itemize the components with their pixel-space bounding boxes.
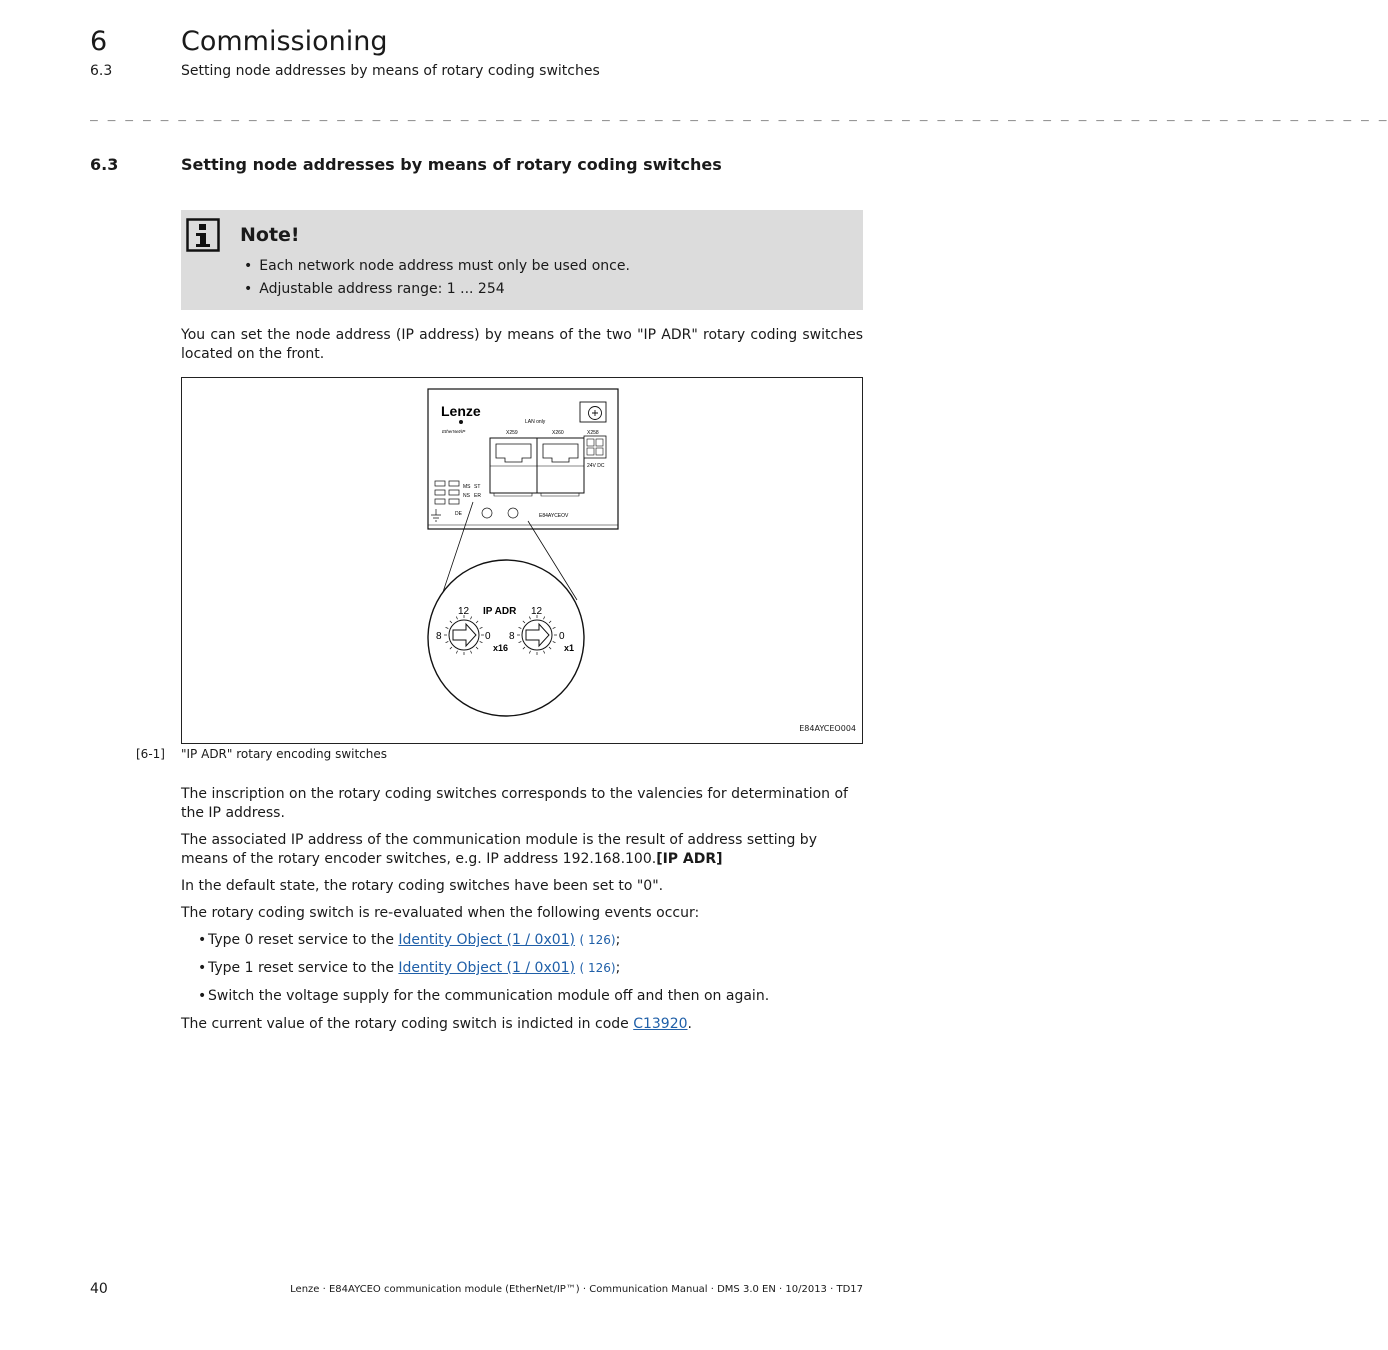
heading-title: Setting node addresses by means of rotary coding switches xyxy=(181,155,722,174)
list-item xyxy=(181,959,863,978)
port-x260 xyxy=(537,438,584,493)
lan-only-label: LAN only xyxy=(525,419,546,425)
left-8-label: 8 xyxy=(436,631,442,642)
note-box xyxy=(181,210,863,310)
right-top-label: 12 xyxy=(531,606,543,617)
list-item xyxy=(181,931,863,950)
ip-adr-emphasis: [IP ADR] xyxy=(656,851,723,867)
identity-object-link[interactable]: Identity Object (1 / 0x01) xyxy=(398,960,576,976)
header-divider: _ _ _ _ _ _ _ _ _ _ _ _ _ _ _ _ _ _ _ _ _ _ _ _ _ _ _ _ _ _ _ _ _ _ _ _ _ _ _ _ _ _ _ _ _ _ _ _ _ _ _ _ _ _ _ _ _ _ _ _ _ _ _ _ _ _ _ _ _ _ _ _ _ _ xyxy=(90,107,1388,122)
list-item: • Switch the voltage supply for the communication module off and then on again. xyxy=(181,987,863,1006)
port-x259-label: X259 xyxy=(506,430,518,436)
list-item-punct: ; xyxy=(615,932,621,948)
port-x258-label: X258 xyxy=(587,430,599,436)
paragraph xyxy=(181,1015,863,1034)
rotary-switch-x16 xyxy=(449,620,479,650)
voltage-label: 24V DC xyxy=(587,463,605,469)
right-8-label: 8 xyxy=(509,631,515,642)
figure-frame xyxy=(181,377,863,744)
de-label: DE xyxy=(455,511,462,517)
note-list xyxy=(244,258,630,304)
identity-object-link[interactable]: Identity Object (1 / 0x01) xyxy=(398,932,576,948)
paragraph xyxy=(181,831,863,869)
list-item-text: Type 0 reset service to the xyxy=(208,932,399,948)
ethernetip-logo: EtherNet/IP xyxy=(442,429,466,434)
section-number: 6.3 xyxy=(90,63,113,79)
figure-code: E84AYCEO004 xyxy=(799,724,856,733)
paragraph: The inscription on the rotary coding switches corresponds to the valencies for determination of the IP address. xyxy=(181,786,848,821)
heading-number: 6.3 xyxy=(90,155,119,174)
page-reference[interactable]: ( 126) xyxy=(579,933,616,947)
footer-text: Lenze · E84AYCEO communication module (EtherNet/IP™) · Communication Manual · DMS 3.0 EN · 10/2013 · TD17 xyxy=(290,1284,863,1295)
port-x259 xyxy=(490,438,537,493)
paragraph: The rotary coding switch is re-evaluated when the following events occur: xyxy=(181,905,700,921)
led-er-label: ER xyxy=(474,493,481,499)
paragraph-punct: . xyxy=(687,1016,692,1032)
note-title: Note! xyxy=(240,224,300,246)
led-ms-label: MS xyxy=(463,484,471,490)
page-reference[interactable]: ( 126) xyxy=(579,961,616,975)
model-label: E84AYCEOV xyxy=(539,513,569,519)
brand-logo: Lenze xyxy=(441,403,481,419)
event-list xyxy=(181,931,863,1006)
paragraph: In the default state, the rotary coding switches have been set to "0". xyxy=(181,878,664,894)
x1-label: x1 xyxy=(564,643,575,653)
left-top-label: 12 xyxy=(458,606,470,617)
list-item-text: Type 1 reset service to the xyxy=(208,960,399,976)
chapter-title: Commissioning xyxy=(181,26,388,57)
rotary-switch-illustration xyxy=(182,378,862,743)
paragraph-text: The current value of the rotary coding switch is indicted in code xyxy=(181,1016,634,1032)
ip-adr-label: IP ADR xyxy=(483,606,517,617)
section-title: Setting node addresses by means of rotary coding switches xyxy=(181,63,600,79)
info-icon xyxy=(186,218,220,252)
left-0-label: 0 xyxy=(485,631,491,642)
code-c13920-link[interactable]: C13920 xyxy=(633,1016,688,1032)
list-item-punct: ; xyxy=(615,960,621,976)
chapter-number: 6 xyxy=(90,26,108,57)
led-st-label: ST xyxy=(474,484,481,490)
port-x260-label: X260 xyxy=(552,430,564,436)
intro-paragraph: You can set the node address (IP address) by means of the two "IP ADR" rotary coding switches located on the front. xyxy=(181,327,863,362)
note-item: • Adjustable address range: 1 ... 254 xyxy=(244,281,630,304)
page-number: 40 xyxy=(90,1281,108,1297)
body-text xyxy=(181,785,863,1042)
note-item: • Each network node address must only be used once. xyxy=(244,258,630,281)
figure-caption: "IP ADR" rotary encoding switches xyxy=(181,747,388,761)
led-ns-label: NS xyxy=(463,493,470,499)
x16-label: x16 xyxy=(493,643,509,653)
right-0-label: 0 xyxy=(559,631,565,642)
rotary-switch-x1 xyxy=(522,620,552,650)
figure-caption-number: [6-1] xyxy=(136,747,165,761)
paragraph-text: The associated IP address of the communication module is the result of address setting by means of the rotary encoder switches, e.g. IP address 192.168.100. xyxy=(181,832,817,867)
